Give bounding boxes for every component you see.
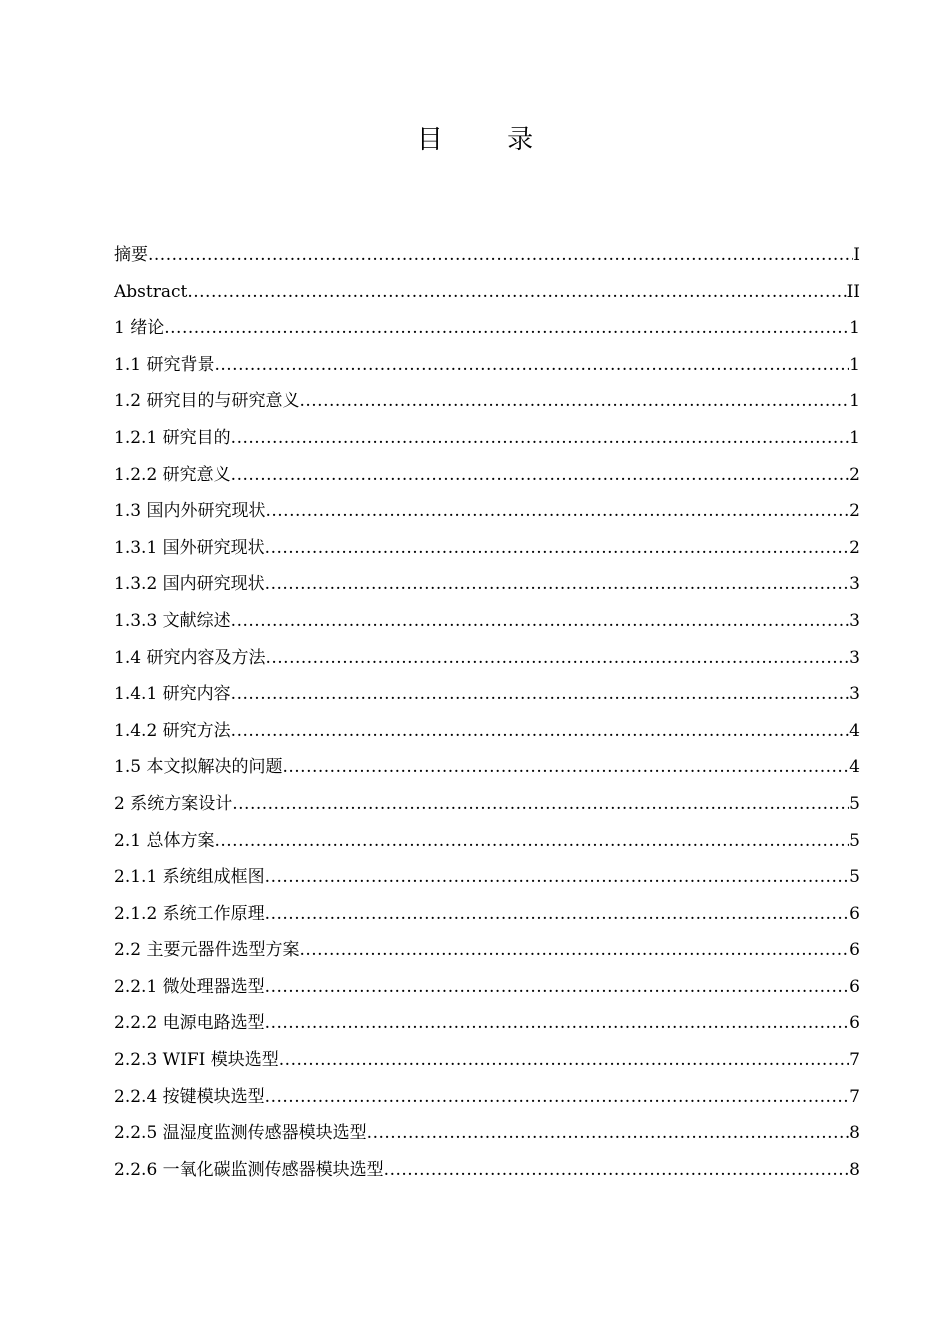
toc-entry-text: 2.1.2 系统工作原理 bbox=[114, 903, 265, 924]
toc-entry[interactable] bbox=[114, 1042, 860, 1079]
toc-entry[interactable] bbox=[114, 713, 860, 750]
toc-page-number: 6 bbox=[849, 940, 860, 961]
toc-entry[interactable] bbox=[114, 603, 860, 640]
toc-entry-text: 1.2 研究目的与研究意义 bbox=[114, 391, 300, 412]
dot-leader bbox=[265, 530, 850, 567]
dot-leader bbox=[265, 896, 850, 933]
toc-entry[interactable] bbox=[114, 1115, 860, 1152]
toc-entry[interactable] bbox=[114, 310, 860, 347]
toc-entry-text: 1.4.1 研究内容 bbox=[114, 684, 231, 705]
toc-entry-text: 1.3.1 国外研究现状 bbox=[114, 537, 265, 558]
toc-entry-text: 1.5 本文拟解决的问题 bbox=[114, 757, 283, 778]
toc-entry[interactable] bbox=[114, 420, 860, 457]
toc-entry-text: 2.2.6 一氧化碳监测传感器模块选型 bbox=[114, 1159, 384, 1180]
toc-entry-text: 1.3 国内外研究现状 bbox=[114, 501, 266, 522]
toc-entry-text: 1.3.2 国内研究现状 bbox=[114, 574, 265, 595]
dot-leader bbox=[231, 420, 850, 457]
toc-entry[interactable] bbox=[114, 896, 860, 933]
toc-entry-text: 2.2.1 微处理器选型 bbox=[114, 976, 265, 997]
toc-entry[interactable] bbox=[114, 347, 860, 384]
toc-page-number: 5 bbox=[849, 830, 860, 851]
dot-leader bbox=[384, 1152, 850, 1189]
dot-leader bbox=[231, 676, 850, 713]
toc-page-number: 2 bbox=[849, 537, 860, 558]
toc-entry-text: 2.1.1 系统组成框图 bbox=[114, 867, 265, 888]
dot-leader bbox=[231, 603, 850, 640]
toc-entry[interactable] bbox=[114, 676, 860, 713]
toc-page-number: 1 bbox=[849, 318, 860, 339]
toc-page-number: 8 bbox=[849, 1159, 860, 1180]
dot-leader bbox=[231, 713, 850, 750]
toc-page-number: 3 bbox=[849, 684, 860, 705]
toc-page-number: 5 bbox=[849, 867, 860, 888]
toc-entry-text: 1.2.2 研究意义 bbox=[114, 464, 231, 485]
toc-entry-text: 摘要 bbox=[114, 245, 148, 265]
toc-page-number: 7 bbox=[849, 1086, 860, 1107]
toc-entry[interactable] bbox=[114, 640, 860, 677]
toc-page-number: II bbox=[846, 281, 860, 302]
dot-leader bbox=[187, 274, 846, 311]
toc-page-number: 6 bbox=[849, 1013, 860, 1034]
toc-page-number: 8 bbox=[849, 1123, 860, 1144]
dot-leader bbox=[232, 786, 849, 823]
toc-entry-text: 1.2.1 研究目的 bbox=[114, 427, 231, 448]
dot-leader bbox=[367, 1115, 850, 1152]
toc-page-number: 1 bbox=[849, 391, 860, 412]
toc-entry-text: 1.4 研究内容及方法 bbox=[114, 647, 266, 668]
toc-page-number: 1 bbox=[849, 427, 860, 448]
dot-leader bbox=[299, 383, 849, 420]
toc-page-number: 3 bbox=[849, 574, 860, 595]
dot-leader bbox=[231, 457, 850, 494]
toc-page-number: 3 bbox=[849, 647, 860, 668]
toc-entry[interactable] bbox=[114, 823, 860, 860]
toc-page-number: 6 bbox=[849, 976, 860, 997]
dot-leader bbox=[265, 1079, 850, 1116]
dot-leader bbox=[265, 566, 850, 603]
dot-leader bbox=[265, 969, 850, 1006]
toc-page-number: 4 bbox=[849, 757, 860, 778]
toc-entry-text: 1.4.2 研究方法 bbox=[114, 720, 231, 741]
toc-title: 目 录 bbox=[416, 125, 562, 155]
toc-page-number: 1 bbox=[849, 354, 860, 375]
dot-leader bbox=[265, 493, 849, 530]
toc-entry[interactable] bbox=[114, 969, 860, 1006]
toc-page-number: 2 bbox=[849, 464, 860, 485]
toc-entry-text: 2.2.5 温湿度监测传感器模块选型 bbox=[114, 1123, 367, 1144]
toc-page-number: I bbox=[853, 245, 860, 265]
toc-entry[interactable] bbox=[114, 383, 860, 420]
toc-entry-text: 2.2.3 WIFI 模块选型 bbox=[114, 1050, 279, 1071]
toc-entry-text: 1.3.3 文献综述 bbox=[114, 610, 231, 631]
toc-entry-text: 2.2.4 按键模块选型 bbox=[114, 1086, 265, 1107]
dot-leader bbox=[265, 1005, 850, 1042]
toc-entry[interactable] bbox=[114, 530, 860, 567]
dot-leader bbox=[279, 1042, 849, 1079]
toc-page-number: 4 bbox=[849, 720, 860, 741]
toc-entry-text: 2 系统方案设计 bbox=[114, 793, 233, 814]
dot-leader bbox=[282, 749, 849, 786]
dot-leader bbox=[164, 310, 849, 347]
toc-entry-text: 2.1 总体方案 bbox=[114, 830, 215, 851]
toc-entry-text: 2.2 主要元器件选型方案 bbox=[114, 940, 300, 961]
toc-page-number: 7 bbox=[849, 1050, 860, 1071]
dot-leader bbox=[299, 932, 849, 969]
dot-leader bbox=[148, 237, 853, 274]
toc-entry-text: Abstract bbox=[114, 281, 188, 302]
toc-page-number: 5 bbox=[849, 793, 860, 814]
toc-entry[interactable] bbox=[114, 932, 860, 969]
toc-entry[interactable] bbox=[114, 1005, 860, 1042]
dot-leader bbox=[214, 347, 849, 384]
dot-leader bbox=[265, 859, 850, 896]
toc-page-number: 2 bbox=[849, 501, 860, 522]
toc-entry[interactable] bbox=[114, 749, 860, 786]
dot-leader bbox=[214, 823, 849, 860]
dot-leader bbox=[265, 640, 849, 677]
toc-entry-text: 1.1 研究背景 bbox=[114, 354, 215, 375]
toc-page-number: 6 bbox=[849, 903, 860, 924]
toc-entry[interactable] bbox=[114, 274, 860, 311]
toc-entry-text: 2.2.2 电源电路选型 bbox=[114, 1013, 265, 1034]
toc-entry[interactable] bbox=[114, 457, 860, 494]
toc-entry-text: 1 绪论 bbox=[114, 318, 165, 339]
toc-entry[interactable] bbox=[114, 493, 860, 530]
toc-entry[interactable] bbox=[114, 859, 860, 896]
toc-list bbox=[114, 237, 860, 1188]
toc-page-number: 3 bbox=[849, 610, 860, 631]
toc-entry[interactable] bbox=[114, 237, 860, 274]
toc-entry[interactable] bbox=[114, 566, 860, 603]
toc-entry[interactable] bbox=[114, 1152, 860, 1189]
toc-entry[interactable] bbox=[114, 1079, 860, 1116]
toc-entry[interactable] bbox=[114, 786, 860, 823]
